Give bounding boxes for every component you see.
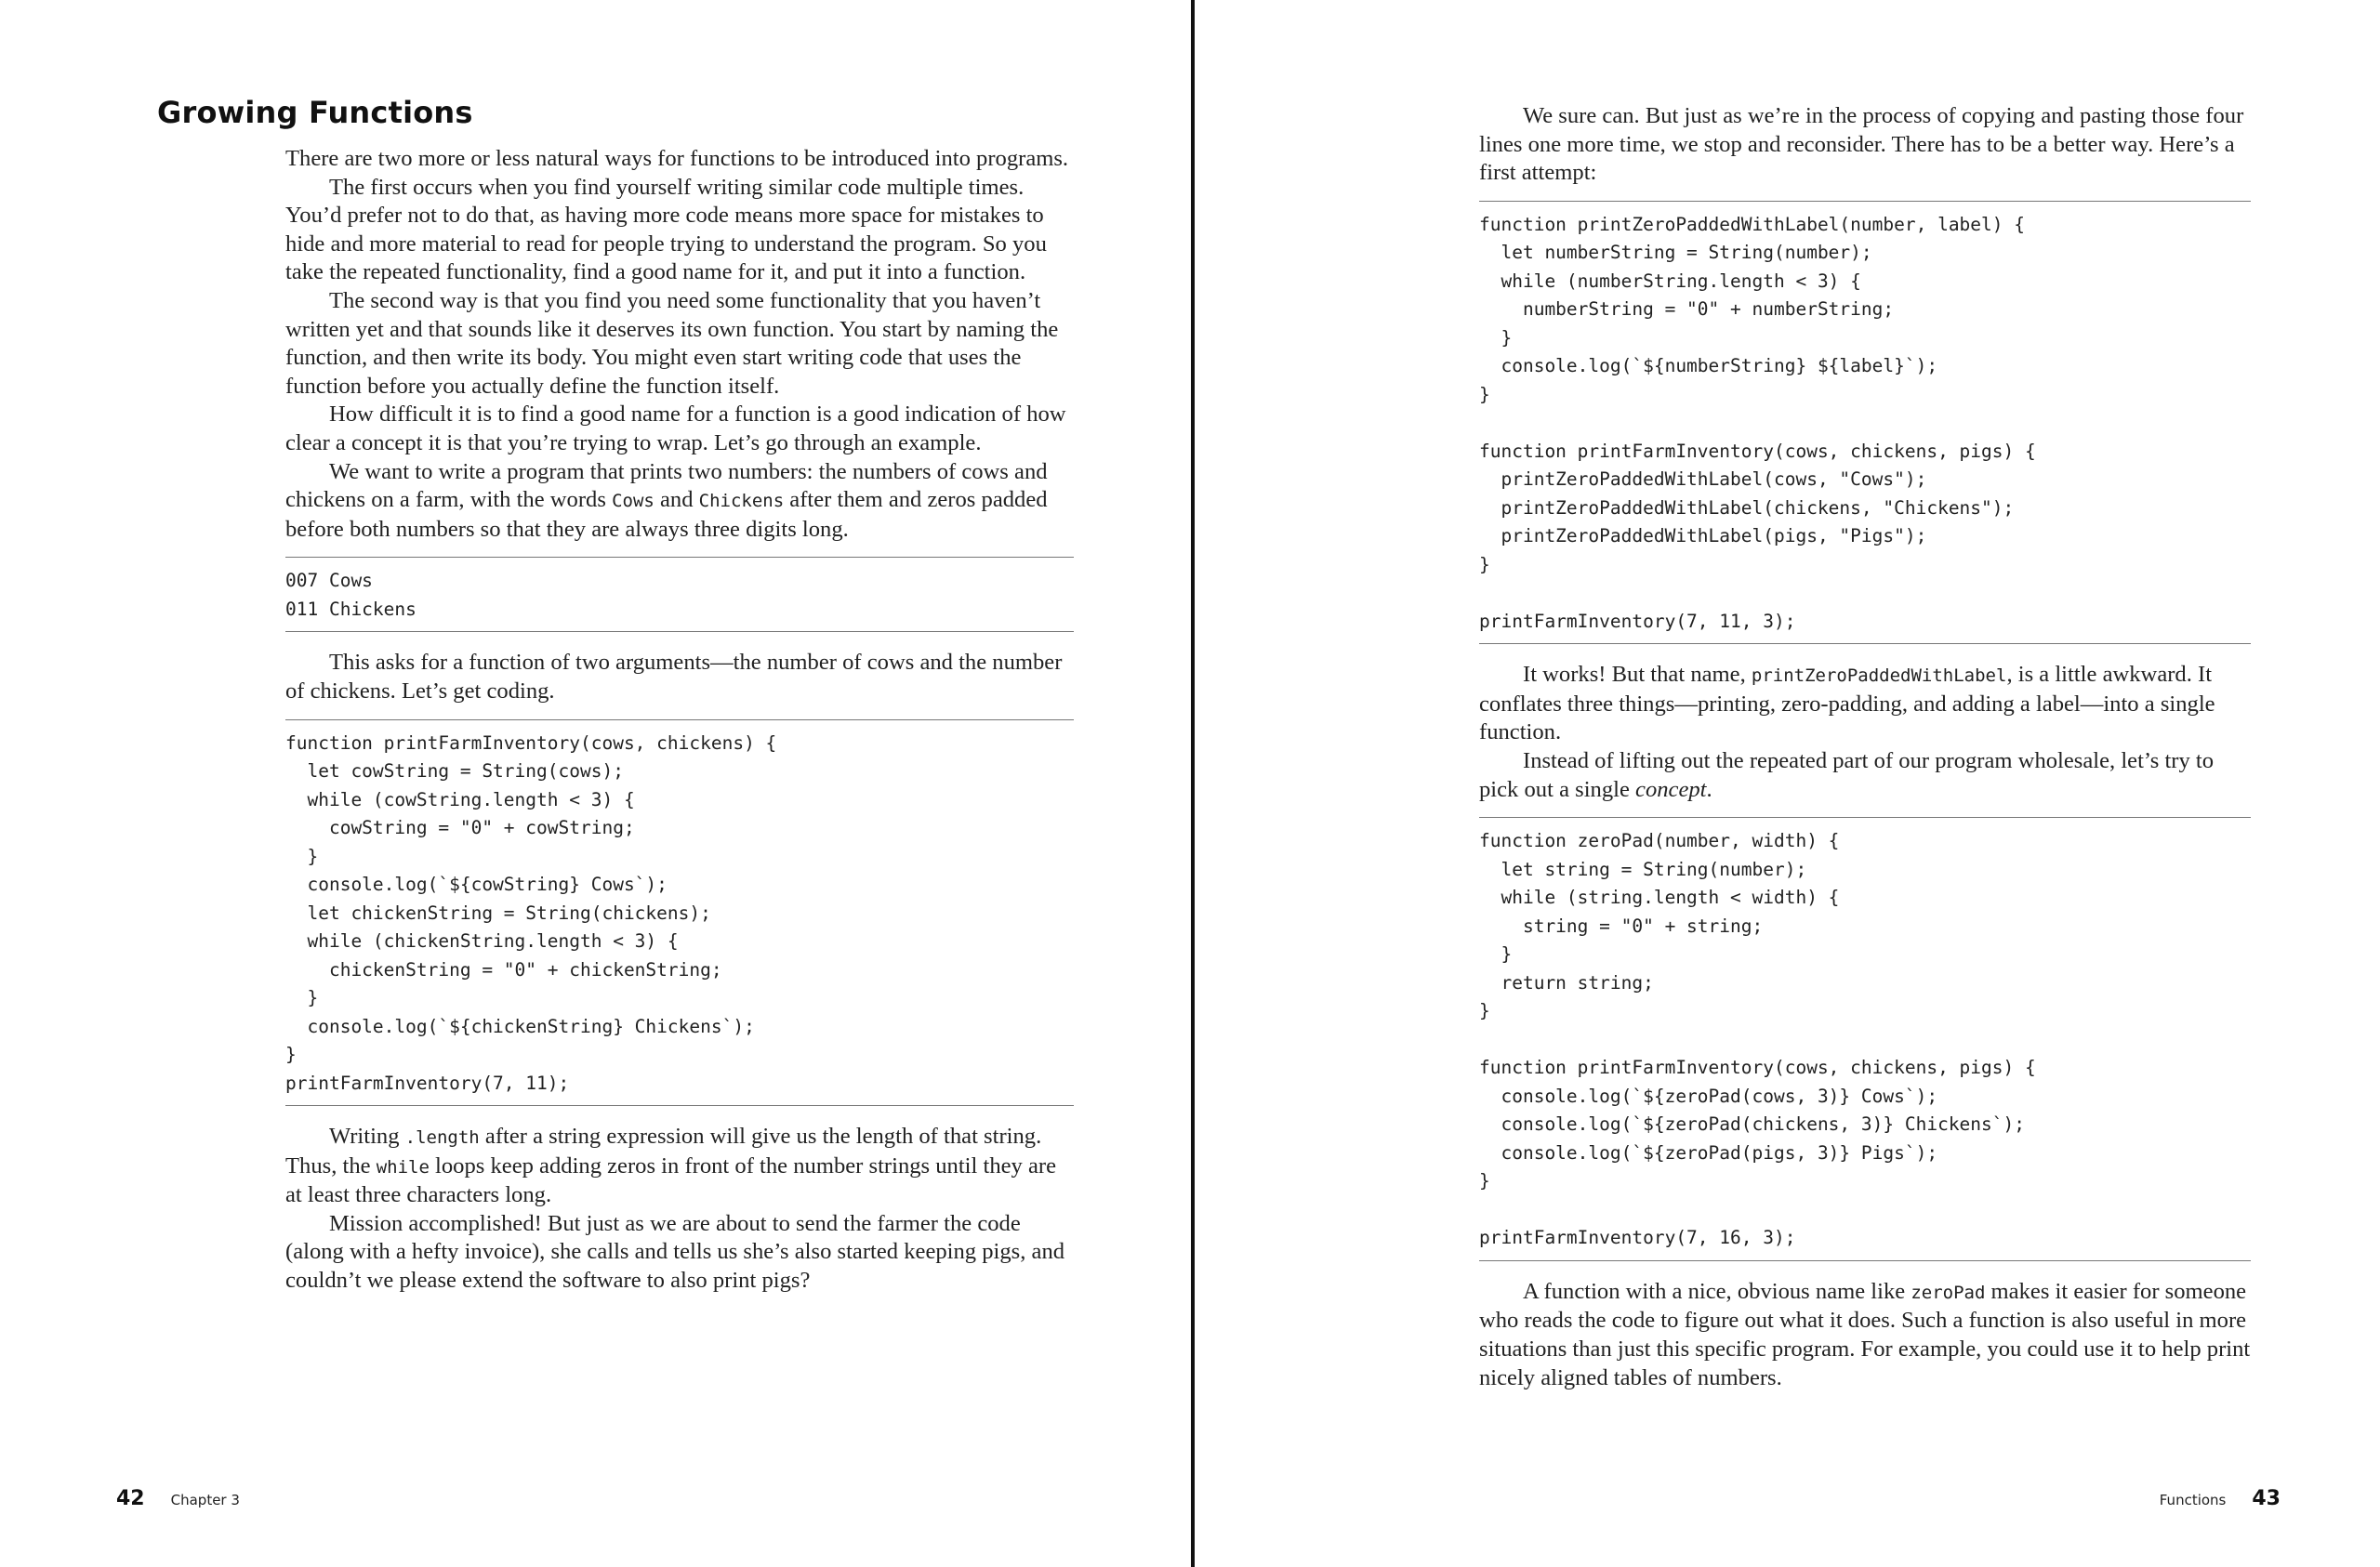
paragraph-text: after them and zeros padded before both numbers so that they are always three digits long. — [285, 487, 1048, 542]
paragraph-text: Instead of lifting out the repeated part of our program wholesale, let’s try to pick out a single — [1479, 748, 2215, 802]
paragraph-text: Writing — [329, 1124, 405, 1149]
paragraph-text: loops keep adding zeros in front of the number strings until they are at least three characters long. — [285, 1152, 1057, 1208]
code-line: let chickenString = String(chickens); — [285, 902, 711, 924]
code-line: printFarmInventory(7, 11); — [285, 1072, 570, 1094]
code-line: let string = String(number); — [1479, 858, 1807, 880]
page-footer — [116, 1487, 240, 1510]
paragraph: How difficult it is to find a good name for a function is a good indication of how clear a concept it is that you’re trying to wrap. Let’s go through an example. — [285, 402, 1066, 455]
paragraph-text: A function with a nice, obvious name like — [1523, 1278, 1911, 1304]
section-heading: Growing Functions — [157, 95, 473, 130]
code-line: console.log(`${cowString} Cows`); — [285, 874, 668, 895]
right-text-column — [1479, 102, 2251, 1392]
code-line: while (chickenString.length < 3) { — [285, 930, 679, 952]
code-line: } — [1479, 1170, 1490, 1192]
code-line: console.log(`${chickenString} Chickens`); — [285, 1015, 755, 1037]
inline-code: Cows — [612, 491, 654, 512]
page-divider — [1191, 0, 1195, 1567]
code-line: string = "0" + string; — [1479, 915, 1764, 937]
paragraph-text: It works! But that name, — [1523, 662, 1752, 688]
code-line: let cowString = String(cows); — [285, 760, 624, 782]
paragraph: The second way is that you find you need some functionality that you haven’t written yet and that sounds like it deserves its own function. You start by naming the function, and then write its body. You might even start writing code that uses the function before you actually define the function itself. — [285, 287, 1059, 399]
code-line: function printFarmInventory(cows, chickens, pigs) { — [1479, 1057, 2036, 1079]
code-line: while (string.length < width) { — [1479, 887, 1840, 909]
code-line: 011 Chickens — [285, 598, 416, 620]
code-line: printFarmInventory(7, 16, 3); — [1479, 1227, 1796, 1249]
code-line: console.log(`${zeroPad(pigs, 3)} Pigs`); — [1479, 1141, 1938, 1164]
code-line: printZeroPaddedWithLabel(cows, "Cows"); — [1479, 468, 1927, 491]
code-line: function printZeroPaddedWithLabel(number, label) { — [1479, 213, 2025, 235]
code-line: numberString = "0" + numberString; — [1479, 298, 1895, 321]
code-line: chickenString = "0" + chickenString; — [285, 958, 722, 981]
code-line: function zeroPad(number, width) { — [1479, 830, 1840, 852]
paragraph-text: makes it easier for someone who reads the code to figure out what it does. Such a function is also useful in more situations than just this specific program. For example, you could use it to help print nicely aligned tables of numbers. — [1479, 1278, 2251, 1390]
code-line: function printFarmInventory(cows, chickens) { — [285, 731, 777, 754]
paragraph-text: , is a little awkward. It conflates three things—printing, zero-padding, and adding a label—into a single function. — [1479, 662, 2215, 745]
inline-code: .length — [404, 1127, 480, 1148]
code-line — [1479, 579, 2251, 608]
code-line: } — [285, 987, 319, 1008]
inline-code: while — [376, 1156, 430, 1178]
code-line: } — [1479, 943, 1513, 966]
paragraph: The first occurs when you find yourself writing similar code multiple times. You’d prefer not to do that, as having more code means more space for mistakes to hide and more material to read for people trying to understand the program. So you take the repeated functionality, find a good name for it, and put it into a function. — [285, 174, 1047, 285]
left-text-column — [285, 145, 1074, 1296]
paragraph — [1479, 747, 2251, 804]
output-block — [285, 557, 1074, 632]
code-line: } — [1479, 326, 1513, 349]
code-line: printZeroPaddedWithLabel(pigs, "Pigs"); — [1479, 525, 1927, 547]
paragraph: We sure can. But just as we’re in the process of copying and pasting those four lines one more time, we stop and reconsider. There has to be a better way. Here’s a first attempt: — [1479, 103, 2244, 186]
code-line: function printFarmInventory(cows, chickens, pigs) { — [1479, 440, 2036, 462]
code-line: } — [1479, 1000, 1490, 1022]
right-page — [1196, 0, 2380, 1567]
code-line: } — [1479, 553, 1490, 575]
page-footer — [2160, 1487, 2281, 1510]
page-number: 43 — [2252, 1487, 2281, 1510]
chapter-label: Functions — [2159, 1492, 2227, 1508]
inline-code: printZeroPaddedWithLabel — [1751, 665, 2007, 687]
code-line: } — [1479, 383, 1490, 405]
paragraph: This asks for a function of two arguments—the number of cows and the number of chickens. Let’s get coding. — [285, 650, 1063, 704]
code-line: cowString = "0" + cowString; — [285, 817, 635, 838]
code-line — [1479, 1026, 2251, 1055]
code-line: } — [285, 845, 319, 867]
code-block — [285, 719, 1074, 1107]
code-line: return string; — [1479, 971, 1654, 994]
code-line — [1479, 409, 2251, 438]
paragraph — [1479, 661, 2251, 747]
code-line: console.log(`${zeroPad(chickens, 3)} Chickens`); — [1479, 1113, 2025, 1136]
code-line: console.log(`${zeroPad(cows, 3)} Cows`); — [1479, 1085, 1938, 1107]
paragraph: There are two more or less natural ways for functions to be introduced into programs. — [285, 146, 1069, 171]
code-line: while (numberString.length < 3) { — [1479, 270, 1861, 292]
inline-code: Chickens — [698, 491, 785, 512]
inline-code: zeroPad — [1911, 1282, 1986, 1303]
code-block — [1479, 817, 2251, 1261]
paragraph-text: and — [654, 487, 699, 513]
paragraph-text: We want to write a program that prints two numbers: the numbers of cows and chickens on a farm, with the words — [285, 458, 1048, 513]
code-line: let numberString = String(number); — [1479, 242, 1872, 264]
code-line: while (cowString.length < 3) { — [285, 788, 635, 810]
code-line: printFarmInventory(7, 11, 3); — [1479, 610, 1796, 632]
code-line — [1479, 1196, 2251, 1225]
paragraph — [285, 1123, 1074, 1210]
code-block — [1479, 201, 2251, 645]
paragraph-text: after a string expression will give us the length of that string. Thus, the — [285, 1124, 1042, 1179]
paragraph — [1479, 1278, 2251, 1392]
code-line: } — [285, 1044, 297, 1065]
paragraph — [285, 458, 1074, 545]
code-line: printZeroPaddedWithLabel(chickens, "Chickens"); — [1479, 496, 2015, 519]
page-number: 42 — [116, 1487, 145, 1510]
code-line: console.log(`${numberString} ${label}`); — [1479, 355, 1938, 377]
code-line: 007 Cows — [285, 570, 373, 592]
chapter-label: Chapter 3 — [170, 1492, 240, 1508]
emphasis: concept — [1635, 776, 1707, 802]
paragraph-text: . — [1706, 776, 1712, 802]
paragraph: Mission accomplished! But just as we are about to send the farmer the code (along with a hefty invoice), she calls and tells us she’s also started keeping pigs, and couldn’t we please extend the software to also print pigs? — [285, 1210, 1065, 1293]
